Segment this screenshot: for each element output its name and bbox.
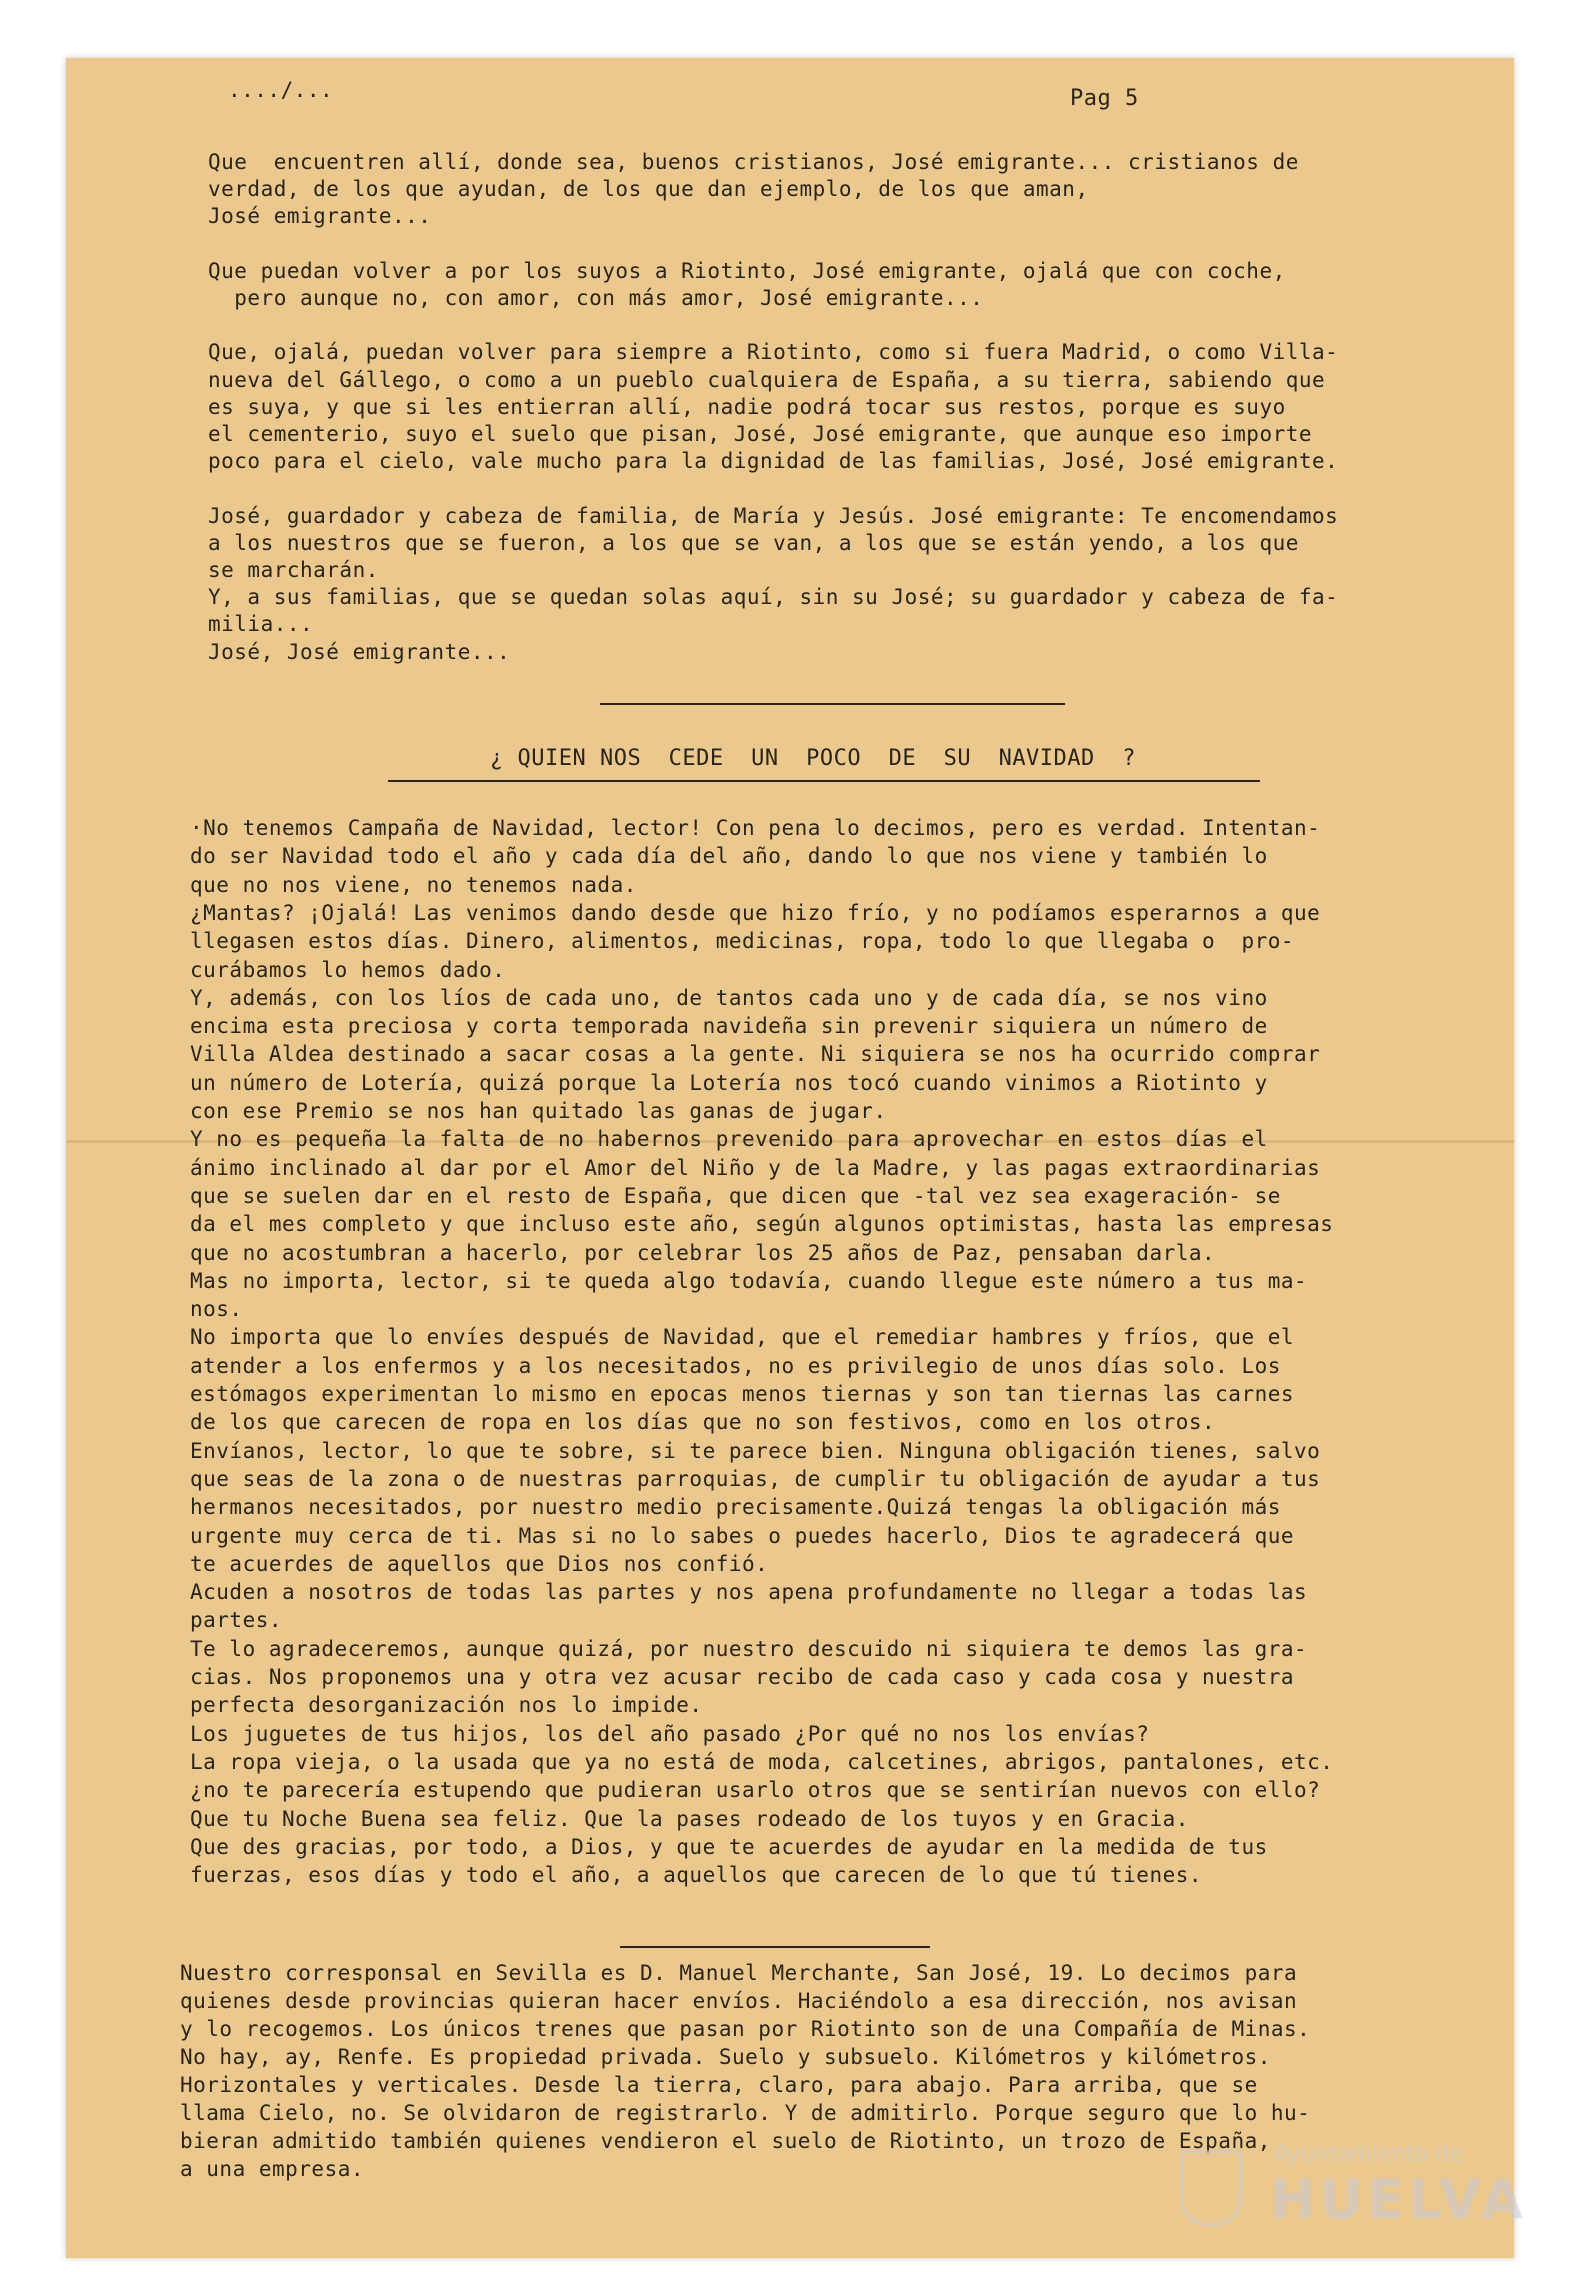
text-line: do ser Navidad todo el año y cada día del año, dando lo que nos viene y también lo (190, 844, 1268, 869)
text-line: José emigrante... (208, 204, 432, 229)
text-line: a los nuestros que se fueron, a los que se van, a los que se están yendo, a los que (208, 530, 1299, 555)
text-line: el cementerio, suyo el suelo que pisan, José, José emigrante, que aunque eso importe (208, 422, 1313, 446)
text-line: No importa que lo envíes después de Navidad, que el remediar hambres y fríos, que el (190, 1325, 1295, 1350)
text-line: que seas de la zona o de nuestras parroquias, de cumplir tu obligación de ayudar a tus (190, 1466, 1321, 1491)
text-line: ·No tenemos Campaña de Navidad, lector! Con pena lo decimos, pero es verdad. Intentan- (190, 816, 1321, 840)
text-line: Envíanos, lector, lo que te sobre, si te parece bien. Ninguna obligación tienes, salvo (190, 1438, 1321, 1463)
text-line: Que puedan volver a por los suyos a Riotinto, José emigrante, ojalá que con coche, (208, 258, 1286, 283)
text-line: partes. (190, 1608, 283, 1633)
text-line: Mas no importa, lector, si te queda algo todavía, cuando llegue este número a tus ma- (190, 1268, 1308, 1293)
text-line: hermanos necesitados, por nuestro medio precisamente.Quizá tengas la obligación más (190, 1495, 1281, 1520)
text-line: nueva del Gállego, o como a un pueblo cualquiera de España, a su tierra, sabiendo que (208, 367, 1326, 392)
text-line: un número de Lotería, quizá porque la Lotería nos tocó cuando vinimos a Riotinto y (190, 1070, 1268, 1095)
text-line: La ropa vieja, o la usada que ya no está de moda, calcetines, abrigos, pantalones, etc. (190, 1749, 1334, 1774)
text-line: encima esta preciosa y corta temporada navideña sin prevenir siquiera un número de (190, 1014, 1268, 1039)
text-line: Que tu Noche Buena sea feliz. Que la pases rodeado de los tuyos y en Gracia. (190, 1806, 1189, 1831)
text-line: Horizontales y verticales. Desde la tierra, claro, para abajo. Para arriba, que se (180, 2073, 1258, 2097)
text-line: José, José emigrante... (208, 639, 511, 664)
text-line: ¿no te parecería estupendo que pudieran usarlo otros que se sentirían nuevos con ello? (190, 1778, 1321, 1803)
text-line: llegasen estos días. Dinero, alimentos, medicinas, ropa, todo lo que llegaba o pro- (190, 929, 1295, 954)
text-line: que no nos viene, no tenemos nada. (190, 872, 637, 897)
text-line: pero aunque no, con amor, con más amor, José emigrante... (208, 286, 984, 310)
text-line: milia... (208, 612, 314, 637)
page-number: Pag 5 (1070, 86, 1139, 111)
text-line: quienes desde provincias quieran hacer envíos. Haciéndolo a esa dirección, nos avisan (180, 1989, 1298, 2013)
text-line: urgente muy cerca de ti. Mas si no lo sabes o puedes hacerlo, Dios te agradecerá que (190, 1523, 1295, 1548)
title-underline (388, 780, 1260, 782)
text-line: fuerzas, esos días y todo el año, a aquellos que carecen de lo que tú tienes. (190, 1863, 1203, 1888)
watermark-line2: HUELVA (1270, 2168, 1527, 2231)
text-line: perfecta desorganización nos lo impide. (190, 1693, 703, 1718)
text-line: con ese Premio se nos han quitado las ganas de jugar. (190, 1099, 887, 1123)
text-line: Que encuentren allí, donde sea, buenos cristianos, José emigrante... cristianos de (208, 150, 1299, 174)
section-title: ¿ QUIEN NOS CEDE UN POCO DE SU NAVIDAD ? (490, 746, 1137, 771)
text-line: atender a los enfermos y a los necesitados, no es privilegio de unos días solo. Los (190, 1353, 1281, 1378)
text-line: Y, además, con los líos de cada uno, de tantos cada uno y de cada día, se nos vino (190, 985, 1268, 1010)
text-line: Villa Aldea destinado a sacar cosas a la gente. Ni siquiera se nos ha ocurrido comprar (190, 1042, 1321, 1067)
text-line: ¿Mantas? ¡Ojalá! Las venimos dando desde que hizo frío, y no podíamos esperarnos a que (190, 900, 1321, 925)
text-line: y lo recogemos. Los únicos trenes que pasan por Riotinto son de una Compañía de Minas. (180, 2017, 1311, 2041)
watermark-line1: Ayuntamiento de (1274, 2142, 1463, 2167)
text-line: es suya, y que si les entierran allí, nadie podrá tocar sus restos, porque es suyo (208, 394, 1286, 419)
text-line: No hay, ay, Renfe. Es propiedad privada. Suelo y subsuelo. Kilómetros y kilómetros. (180, 2045, 1271, 2069)
text-line: curábamos lo hemos dado. (190, 957, 506, 982)
text-line: Y, a sus familias, que se quedan solas aquí, sin su José; su guardador y cabeza de fa- (208, 585, 1339, 610)
text-line: Acuden a nosotros de todas las partes y nos apena profundamente no llegar a todas las (190, 1580, 1308, 1605)
text-line: José, guardador y cabeza de familia, de María y Jesús. José emigrante: Te encomendamos (208, 503, 1339, 528)
text-line: nos. (190, 1297, 243, 1322)
text-line: da el mes completo y que incluso este año, según algunos optimistas, hasta las empresas (190, 1212, 1334, 1237)
text-line: verdad, de los que ayudan, de los que dan ejemplo, de los que aman, (208, 177, 1089, 202)
text-line: cias. Nos proponemos una y otra vez acusar recibo de cada caso y cada cosa y nuestra (190, 1665, 1295, 1689)
text-line: poco para el cielo, vale mucho para la dignidad de las familias, José, José emigrante. (208, 449, 1339, 474)
header-continuation-mark: ..../... (228, 78, 334, 102)
text-line: Que, ojalá, puedan volver para siempre a Riotinto, como si fuera Madrid, o como Villa- (208, 340, 1339, 365)
text-line: de los que carecen de ropa en los días que no son festivos, como en los otros. (190, 1410, 1216, 1435)
text-line: Nuestro corresponsal en Sevilla es D. Manuel Merchante, San José, 19. Lo decimos para (180, 1961, 1298, 1985)
text-line: bieran admitido también quienes vendieron el suelo de Riotinto, un trozo de España, (180, 2129, 1271, 2153)
crest-icon (1180, 2150, 1242, 2226)
text-line: estómagos experimentan lo mismo en epocas menos tiernas y son tan tiernas las carnes (190, 1382, 1295, 1406)
text-line: a una empresa. (180, 2157, 365, 2181)
text-line: se marcharán. (208, 558, 379, 582)
text-line: que no acostumbran a hacerlo, por celebrar los 25 años de Paz, pensaban darla. (190, 1240, 1216, 1265)
text-line: Los juguetes de tus hijos, los del año pasado ¿Por qué no nos los envías? (190, 1721, 1150, 1746)
text-line: te acuerdes de aquellos que Dios nos confió. (190, 1551, 769, 1576)
text-line: que se suelen dar en el resto de España, que dicen que -tal vez sea exageración- se (190, 1183, 1281, 1208)
text-line: Que des gracias, por todo, a Dios, y que te acuerdes de ayudar en la medida de tus (190, 1834, 1268, 1859)
text-line: llama Cielo, no. Se olvidaron de registrarlo. Y de admitirlo. Porque seguro que lo hu- (180, 2101, 1311, 2125)
divider-top (600, 703, 1065, 705)
text-line: Y no es pequeña la falta de no habernos prevenido para aprovechar en estos días el (190, 1127, 1268, 1152)
archive-watermark (1180, 2138, 1527, 2238)
text-line: Te lo agradeceremos, aunque quizá, por nuestro descuido ni siquiera te demos las gra- (190, 1636, 1308, 1661)
text-line: ánimo inclinado al dar por el Amor del Niño y de la Madre, y las pagas extraordinarias (190, 1155, 1321, 1180)
divider-bottom (620, 1946, 930, 1948)
